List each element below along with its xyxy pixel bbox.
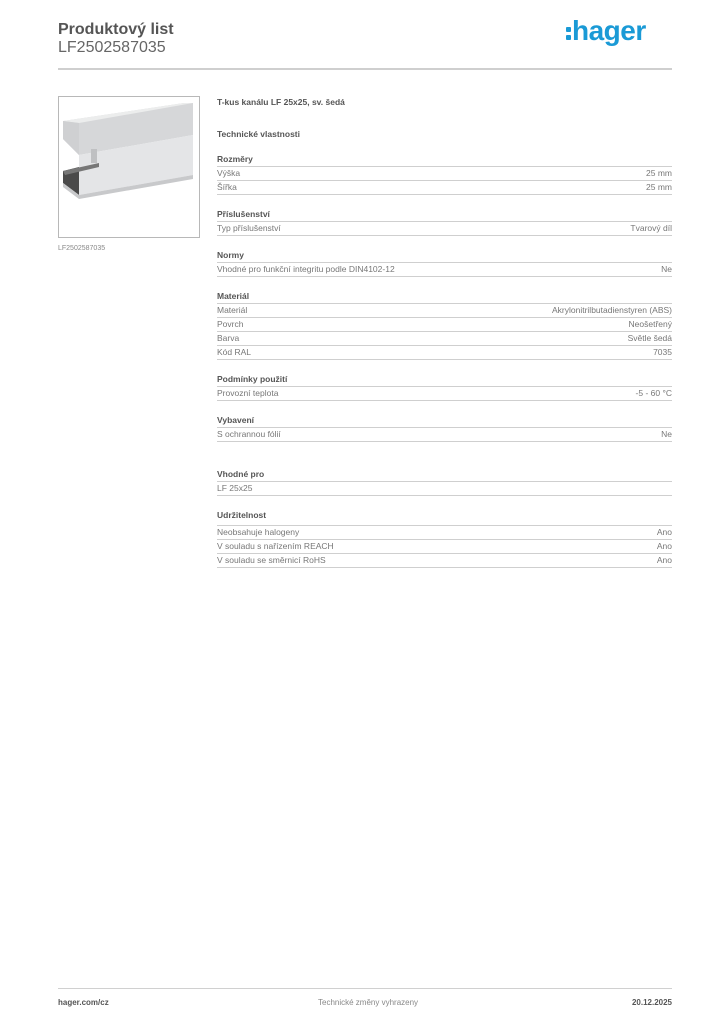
- spec-value: 25 mm: [646, 182, 672, 192]
- image-caption: LF2502587035: [58, 245, 106, 252]
- spec-label: Kód RAL: [217, 347, 252, 357]
- spec-value: Světle šedá: [627, 333, 672, 343]
- spec-value: Ano: [656, 527, 672, 537]
- section-title: Vhodné pro: [217, 468, 672, 482]
- section-equipment: [217, 414, 672, 442]
- footer-notice: Technické změny vyhrazeny: [318, 998, 419, 1007]
- page-title: Produktový list: [58, 21, 174, 38]
- spec-row: [217, 482, 672, 496]
- spec-value: Neošetřený: [628, 319, 672, 329]
- product-code: LF2502587035: [58, 39, 166, 56]
- spec-value: 25 mm: [646, 168, 672, 178]
- spec-label: Typ příslušenství: [217, 223, 281, 233]
- spec-label: S ochrannou fólií: [217, 429, 281, 439]
- section-dimensions: [217, 153, 672, 195]
- spec-row: [217, 332, 672, 346]
- spec-row: [217, 387, 672, 401]
- spec-row: [217, 346, 672, 360]
- spec-row: [217, 540, 672, 554]
- spec-label: V souladu se směrnicí RoHS: [217, 555, 326, 565]
- section-operating-conditions: [217, 373, 672, 401]
- section-title: Vybavení: [217, 414, 672, 428]
- spec-row: [217, 554, 672, 568]
- section-suitable-for: [217, 468, 672, 496]
- section-title: Podmínky použití: [217, 373, 672, 387]
- spec-value: Akrylonitrilbutadienstyren (ABS): [552, 305, 672, 315]
- footer-divider: [58, 988, 672, 989]
- section-title: Udržitelnost: [217, 509, 672, 526]
- section-standards: [217, 249, 672, 277]
- cable-trunking-icon: [59, 97, 199, 237]
- spec-value: Ano: [656, 541, 672, 551]
- spec-label: Provozní teplota: [217, 388, 279, 398]
- spec-label: Šířka: [217, 182, 237, 192]
- spec-value: Ne: [661, 264, 672, 274]
- product-name: T-kus kanálu LF 25x25, sv. šedá: [217, 97, 345, 107]
- spec-value: 7035: [653, 347, 672, 357]
- spec-row: [217, 181, 672, 195]
- spec-content: [217, 96, 672, 568]
- spec-row: [217, 428, 672, 442]
- spec-value: Ano: [656, 555, 672, 565]
- technical-properties-heading: Technické vlastnosti: [217, 129, 300, 139]
- section-title: Rozměry: [217, 153, 672, 167]
- spec-row: [217, 526, 672, 540]
- footer-website-link[interactable]: hager.com/cz: [58, 998, 109, 1007]
- spec-label: Vhodné pro funkční integritu podle DIN4102-12: [217, 264, 395, 274]
- section-title: Materiál: [217, 290, 672, 304]
- spec-label: Výška: [217, 168, 241, 178]
- section-accessories: [217, 208, 672, 236]
- spec-label: LF 25x25: [217, 483, 253, 493]
- spec-label: Barva: [217, 333, 240, 343]
- spec-value: Ne: [661, 429, 672, 439]
- section-material: [217, 290, 672, 360]
- footer-date: 20.12.2025: [631, 998, 672, 1007]
- spec-label: Materiál: [217, 305, 248, 315]
- hager-logo: [566, 15, 646, 47]
- spec-row: [217, 304, 672, 318]
- product-image: [58, 96, 200, 238]
- spec-value: -5 - 60 °C: [635, 388, 672, 398]
- spec-value: Tvarový díl: [630, 223, 672, 233]
- spec-row: [217, 222, 672, 236]
- spec-label: Povrch: [217, 319, 244, 329]
- logo-text: hager: [572, 15, 646, 46]
- spec-row: [217, 263, 672, 277]
- spec-row: [217, 318, 672, 332]
- header-divider: [58, 68, 672, 70]
- spec-label: Neobsahuje halogeny: [217, 527, 300, 537]
- section-sustainability: [217, 509, 672, 568]
- spec-row: [217, 167, 672, 181]
- section-title: Normy: [217, 249, 672, 263]
- spec-label: V souladu s nařízením REACH: [217, 541, 334, 551]
- section-title: Příslušenství: [217, 208, 672, 222]
